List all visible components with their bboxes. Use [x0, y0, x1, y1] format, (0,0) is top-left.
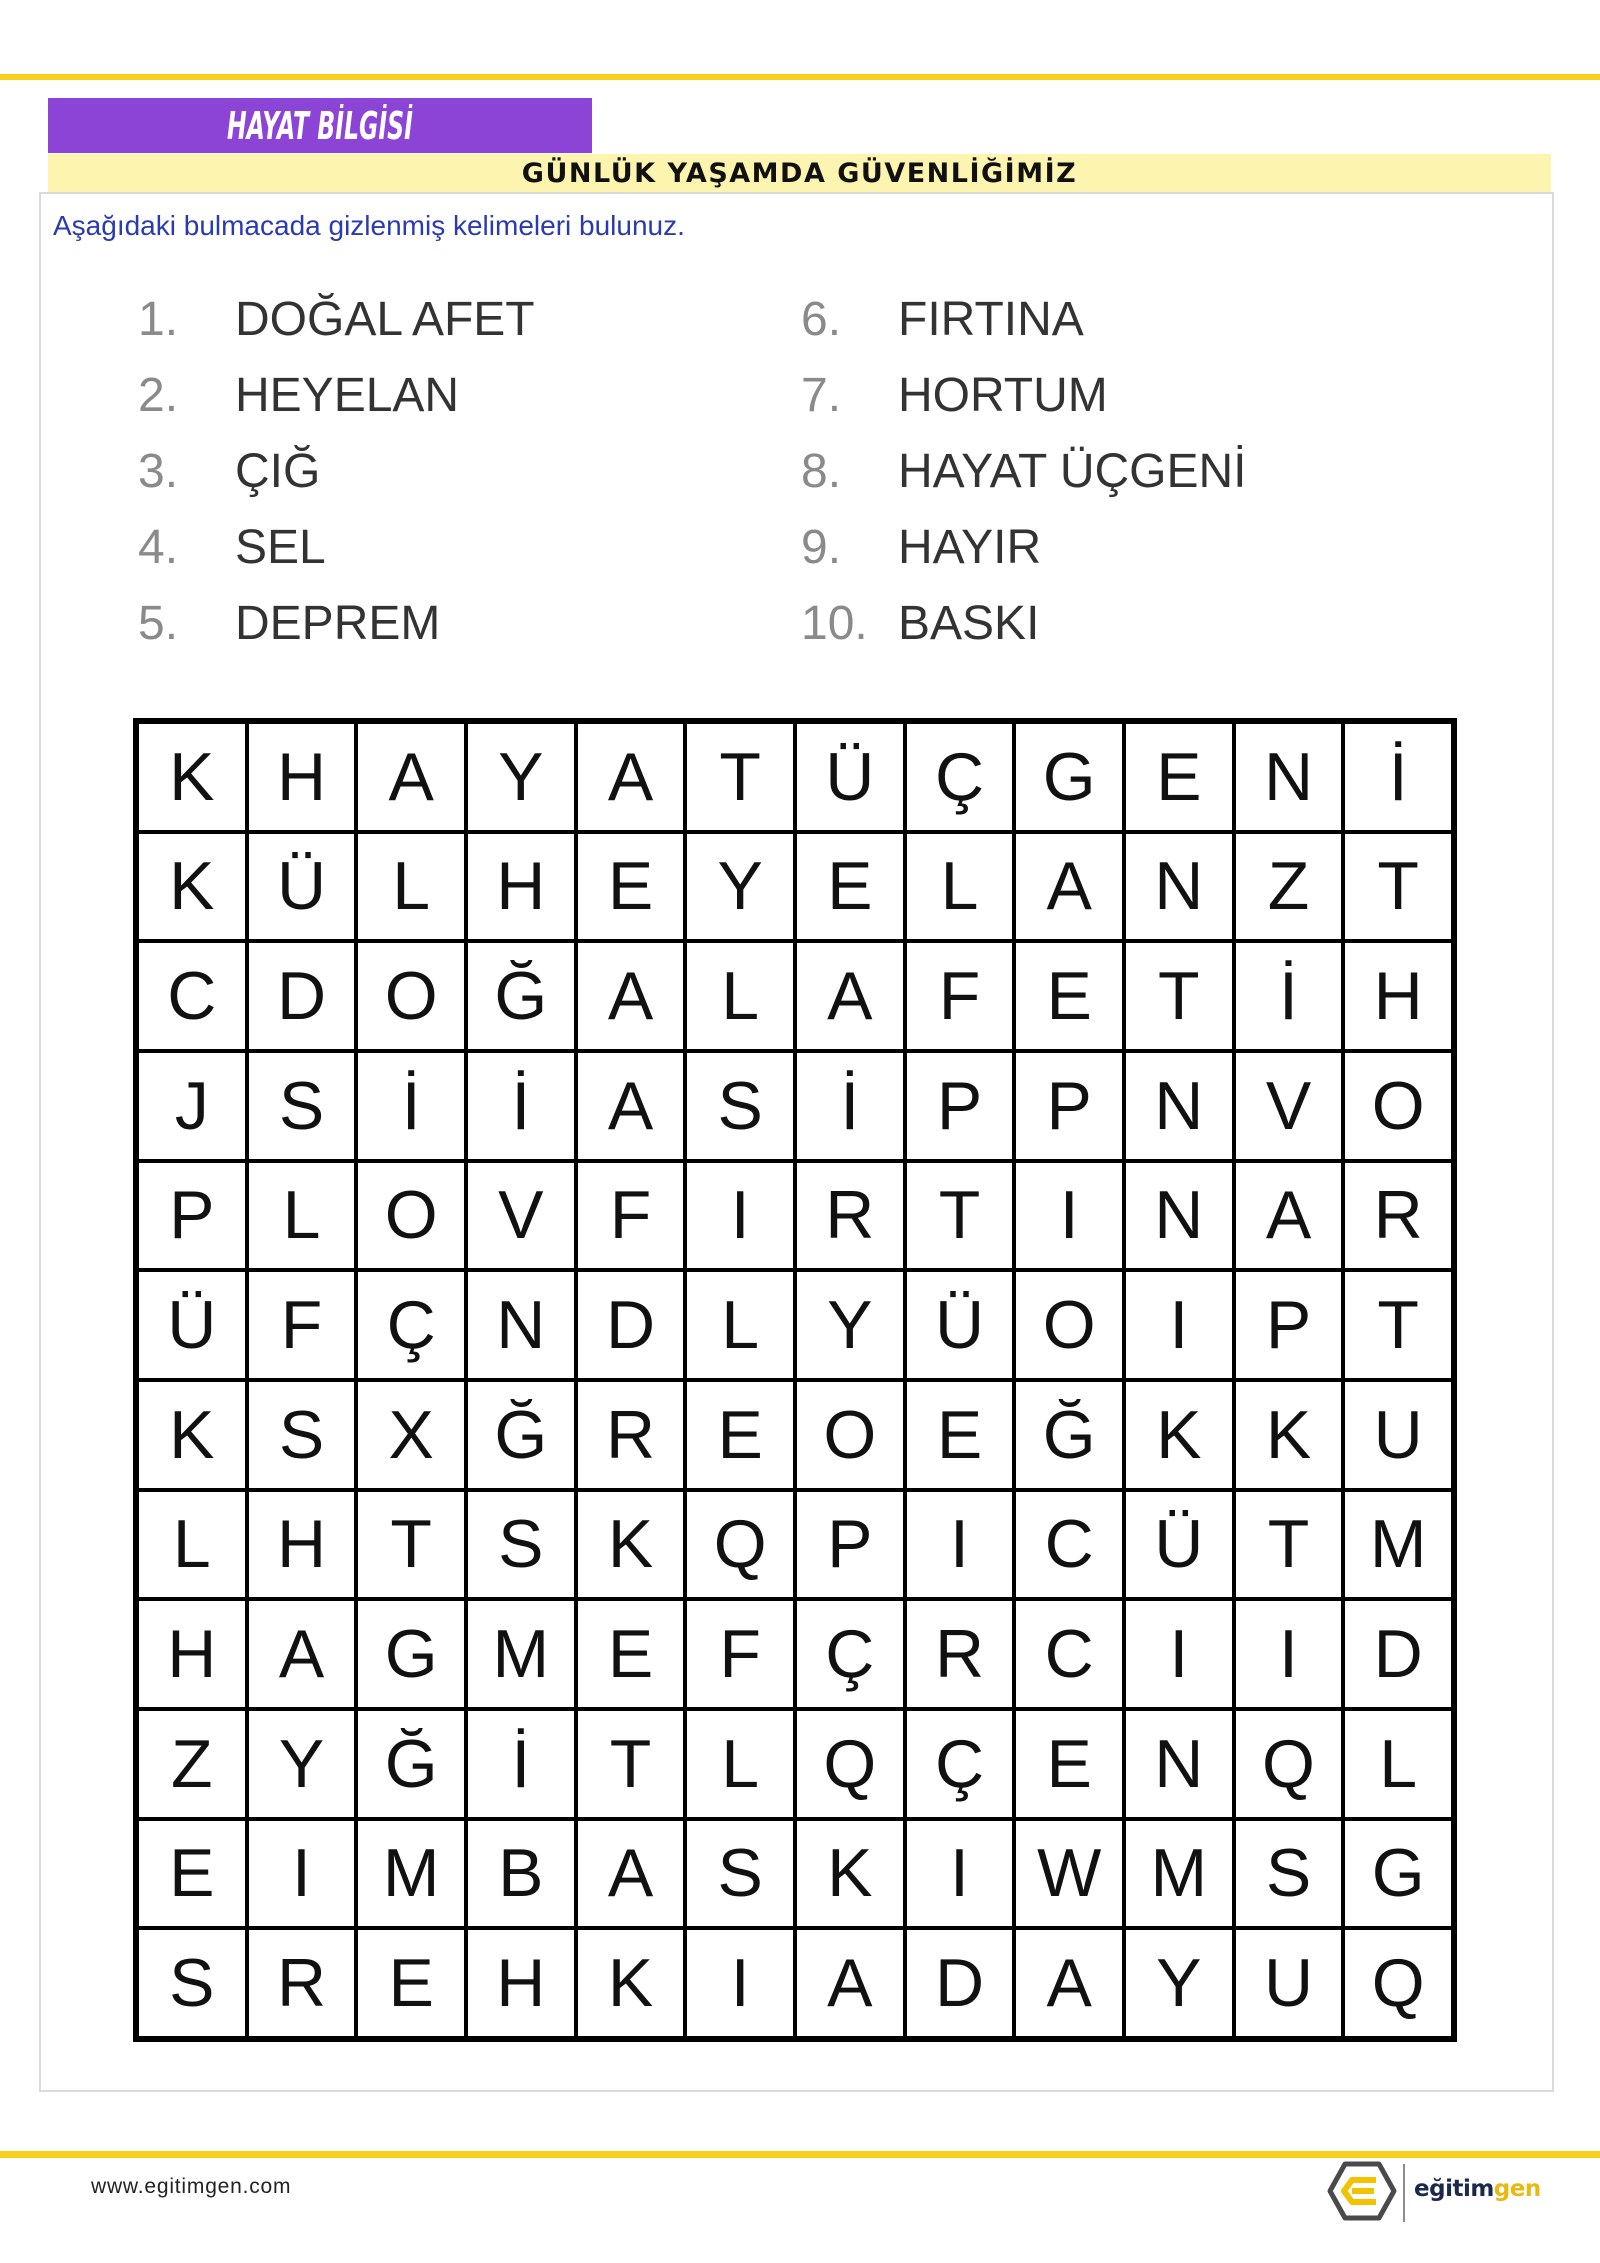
puzzle-cell: Ç [907, 1711, 1013, 1817]
word-list-item [138, 358, 535, 434]
puzzle-grid [133, 718, 1457, 2042]
logo-divider [1403, 2164, 1405, 2222]
puzzle-cell: İ [1345, 724, 1451, 830]
puzzle-cell: F [687, 1601, 793, 1707]
puzzle-cell: E [1016, 943, 1122, 1049]
puzzle-cell: R [249, 1930, 355, 2036]
bottom-yellow-rule [0, 2151, 1600, 2158]
subject-title: HAYAT BİLGİSİ [227, 103, 413, 148]
word-number: 1. [138, 293, 179, 346]
puzzle-cell: I [1126, 1601, 1232, 1707]
puzzle-cell: I [1236, 1601, 1342, 1707]
word-list-item [801, 586, 1247, 662]
puzzle-cell: N [1126, 1711, 1232, 1817]
puzzle-cell: A [578, 1053, 684, 1159]
puzzle-cell: Z [1236, 834, 1342, 940]
word-text: DEPREM [235, 597, 441, 650]
word-text: SEL [235, 521, 326, 574]
puzzle-cell: A [578, 724, 684, 830]
puzzle-cell: M [358, 1821, 464, 1927]
puzzle-cell: Q [1345, 1930, 1451, 2036]
puzzle-cell: L [139, 1492, 245, 1598]
puzzle-cell: M [468, 1601, 574, 1707]
puzzle-cell: H [249, 1492, 355, 1598]
website-url: www.egitimgen.com [91, 2175, 292, 2198]
puzzle-cell: L [687, 1711, 793, 1817]
puzzle-cell: Q [797, 1711, 903, 1817]
puzzle-cell: E [578, 1601, 684, 1707]
puzzle-cell: V [1236, 1053, 1342, 1159]
puzzle-cell: V [468, 1163, 574, 1269]
puzzle-cell: Z [139, 1711, 245, 1817]
puzzle-cell: T [1345, 834, 1451, 940]
puzzle-cell: H [468, 1930, 574, 2036]
puzzle-cell: S [249, 1382, 355, 1488]
word-text: BASKI [898, 597, 1040, 650]
puzzle-cell: P [1236, 1272, 1342, 1378]
puzzle-cell: A [249, 1601, 355, 1707]
word-text: ÇIĞ [235, 445, 321, 498]
puzzle-cell: E [797, 834, 903, 940]
puzzle-cell: O [1016, 1272, 1122, 1378]
puzzle-cell: T [687, 724, 793, 830]
puzzle-cell: A [1236, 1163, 1342, 1269]
puzzle-cell: Ü [249, 834, 355, 940]
puzzle-cell: İ [1236, 943, 1342, 1049]
word-number: 7. [801, 369, 842, 422]
puzzle-cell: I [907, 1821, 1013, 1927]
puzzle-cell: K [578, 1930, 684, 2036]
puzzle-cell: E [1126, 724, 1232, 830]
puzzle-cell: T [1236, 1492, 1342, 1598]
puzzle-cell: A [797, 1930, 903, 2036]
puzzle-cell: K [1126, 1382, 1232, 1488]
puzzle-cell: C [1016, 1492, 1122, 1598]
puzzle-cell: I [687, 1163, 793, 1269]
puzzle-cell: S [687, 1821, 793, 1927]
puzzle-cell: Y [249, 1711, 355, 1817]
puzzle-cell: P [139, 1163, 245, 1269]
puzzle-cell: Ü [797, 724, 903, 830]
puzzle-cell: Y [1126, 1930, 1232, 2036]
puzzle-cell: P [1016, 1053, 1122, 1159]
puzzle-cell: R [1345, 1163, 1451, 1269]
puzzle-cell: Q [687, 1492, 793, 1598]
word-list-item [801, 510, 1247, 586]
puzzle-cell: S [139, 1930, 245, 2036]
puzzle-cell: K [139, 834, 245, 940]
puzzle-cell: S [468, 1492, 574, 1598]
topic-title: GÜNLÜK YAŞAMDA GÜVENLİĞİMİZ [521, 157, 1078, 189]
puzzle-cell: J [139, 1053, 245, 1159]
puzzle-cell: L [687, 1272, 793, 1378]
puzzle-cell: R [578, 1382, 684, 1488]
logo-name-part2: gen [1493, 2176, 1541, 2202]
puzzle-cell: F [578, 1163, 684, 1269]
puzzle-cell: I [1126, 1272, 1232, 1378]
word-number: 4. [138, 521, 179, 574]
puzzle-cell: I [1016, 1163, 1122, 1269]
word-number: 2. [138, 369, 179, 422]
puzzle-cell: R [907, 1601, 1013, 1707]
puzzle-cell: K [1236, 1382, 1342, 1488]
puzzle-cell: K [139, 1382, 245, 1488]
puzzle-cell: G [1345, 1821, 1451, 1927]
puzzle-cell: Ç [907, 724, 1013, 830]
puzzle-cell: P [907, 1053, 1013, 1159]
subject-banner [48, 98, 592, 153]
puzzle-cell: T [1126, 943, 1232, 1049]
puzzle-cell: H [249, 724, 355, 830]
puzzle-cell: Ü [1126, 1492, 1232, 1598]
word-number: 8. [801, 445, 842, 498]
logo-name-part1: eğitim [1414, 2176, 1494, 2202]
puzzle-cell: G [1016, 724, 1122, 830]
puzzle-cell: E [687, 1382, 793, 1488]
puzzle-cell: E [578, 834, 684, 940]
puzzle-cell: Ğ [1016, 1382, 1122, 1488]
word-text: HAYAT ÜÇGENİ [898, 445, 1247, 498]
puzzle-cell: F [249, 1272, 355, 1378]
puzzle-cell: A [578, 943, 684, 1049]
word-text: HORTUM [898, 369, 1108, 422]
hexagon-logo-icon [1327, 2160, 1397, 2222]
top-yellow-rule [0, 74, 1600, 80]
word-number: 9. [801, 521, 842, 574]
puzzle-cell: M [1345, 1492, 1451, 1598]
puzzle-cell: F [907, 943, 1013, 1049]
puzzle-cell: L [687, 943, 793, 1049]
puzzle-cell: C [1016, 1601, 1122, 1707]
puzzle-cell: I [687, 1930, 793, 2036]
puzzle-cell: N [1126, 834, 1232, 940]
puzzle-cell: C [139, 943, 245, 1049]
puzzle-cell: D [249, 943, 355, 1049]
puzzle-cell: H [139, 1601, 245, 1707]
puzzle-cell: L [907, 834, 1013, 940]
puzzle-cell: Ç [358, 1272, 464, 1378]
puzzle-cell: N [1126, 1053, 1232, 1159]
word-number: 3. [138, 445, 179, 498]
topic-strip [48, 154, 1551, 192]
puzzle-cell: O [1345, 1053, 1451, 1159]
puzzle-cell: L [249, 1163, 355, 1269]
puzzle-cell: Ğ [468, 1382, 574, 1488]
puzzle-cell: Ü [139, 1272, 245, 1378]
word-list-item [138, 434, 535, 510]
puzzle-cell: R [797, 1163, 903, 1269]
puzzle-cell: K [797, 1821, 903, 1927]
puzzle-cell: E [907, 1382, 1013, 1488]
word-text: FIRTINA [898, 293, 1084, 346]
puzzle-cell: S [1236, 1821, 1342, 1927]
puzzle-cell: N [468, 1272, 574, 1378]
word-text: DOĞAL AFET [235, 293, 535, 346]
word-text: HEYELAN [235, 369, 460, 422]
puzzle-cell: İ [358, 1053, 464, 1159]
word-list-item [138, 586, 535, 662]
puzzle-cell: G [358, 1601, 464, 1707]
puzzle-cell: P [797, 1492, 903, 1598]
puzzle-cell: Y [687, 834, 793, 940]
puzzle-cell: K [139, 724, 245, 830]
puzzle-cell: Y [468, 724, 574, 830]
word-list-right-column [801, 282, 1247, 662]
word-list-item [801, 282, 1247, 358]
puzzle-cell: L [1345, 1711, 1451, 1817]
puzzle-cell: O [358, 1163, 464, 1269]
puzzle-cell: K [578, 1492, 684, 1598]
puzzle-cell: I [907, 1492, 1013, 1598]
puzzle-cell: T [1345, 1272, 1451, 1378]
puzzle-cell: A [797, 943, 903, 1049]
puzzle-cell: H [468, 834, 574, 940]
puzzle-cell: Ğ [468, 943, 574, 1049]
word-number: 5. [138, 597, 179, 650]
puzzle-cell: N [1126, 1163, 1232, 1269]
puzzle-cell: S [249, 1053, 355, 1159]
puzzle-cell: Q [1236, 1711, 1342, 1817]
puzzle-cell: X [358, 1382, 464, 1488]
puzzle-cell: B [468, 1821, 574, 1927]
puzzle-cell: N [1236, 724, 1342, 830]
puzzle-cell: A [358, 724, 464, 830]
puzzle-cell: T [358, 1492, 464, 1598]
puzzle-cell: M [1126, 1821, 1232, 1927]
word-list-item [138, 510, 535, 586]
instruction-text: Aşağıdaki bulmacada gizlenmiş kelimeleri bulunuz. [53, 210, 685, 241]
puzzle-cell: L [358, 834, 464, 940]
word-list-left-column [138, 282, 535, 662]
puzzle-cell: E [1016, 1711, 1122, 1817]
word-list-item [138, 282, 535, 358]
puzzle-cell: A [1016, 834, 1122, 940]
puzzle-cell: W [1016, 1821, 1122, 1927]
word-list-item [801, 434, 1247, 510]
puzzle-cell: A [578, 1821, 684, 1927]
puzzle-cell: Y [797, 1272, 903, 1378]
brand-logo-text [1414, 2176, 1541, 2202]
puzzle-cell: İ [797, 1053, 903, 1159]
puzzle-cell: T [907, 1163, 1013, 1269]
word-number: 6. [801, 293, 842, 346]
puzzle-cell: U [1345, 1382, 1451, 1488]
puzzle-cell: O [797, 1382, 903, 1488]
puzzle-cell: Ü [907, 1272, 1013, 1378]
puzzle-cell: D [578, 1272, 684, 1378]
puzzle-cell: D [907, 1930, 1013, 2036]
puzzle-cell: İ [468, 1053, 574, 1159]
puzzle-cell: O [358, 943, 464, 1049]
puzzle-cell: E [139, 1821, 245, 1927]
puzzle-cell: I [249, 1821, 355, 1927]
puzzle-cell: Ğ [358, 1711, 464, 1817]
puzzle-cell: T [578, 1711, 684, 1817]
word-number: 10. [801, 597, 868, 650]
puzzle-cell: S [687, 1053, 793, 1159]
puzzle-cell: İ [468, 1711, 574, 1817]
puzzle-cell: H [1345, 943, 1451, 1049]
puzzle-cell: E [358, 1930, 464, 2036]
word-text: HAYIR [898, 521, 1042, 574]
puzzle-cell: U [1236, 1930, 1342, 2036]
word-list-item [801, 358, 1247, 434]
puzzle-cell: A [1016, 1930, 1122, 2036]
puzzle-cell: Ç [797, 1601, 903, 1707]
puzzle-cell: D [1345, 1601, 1451, 1707]
